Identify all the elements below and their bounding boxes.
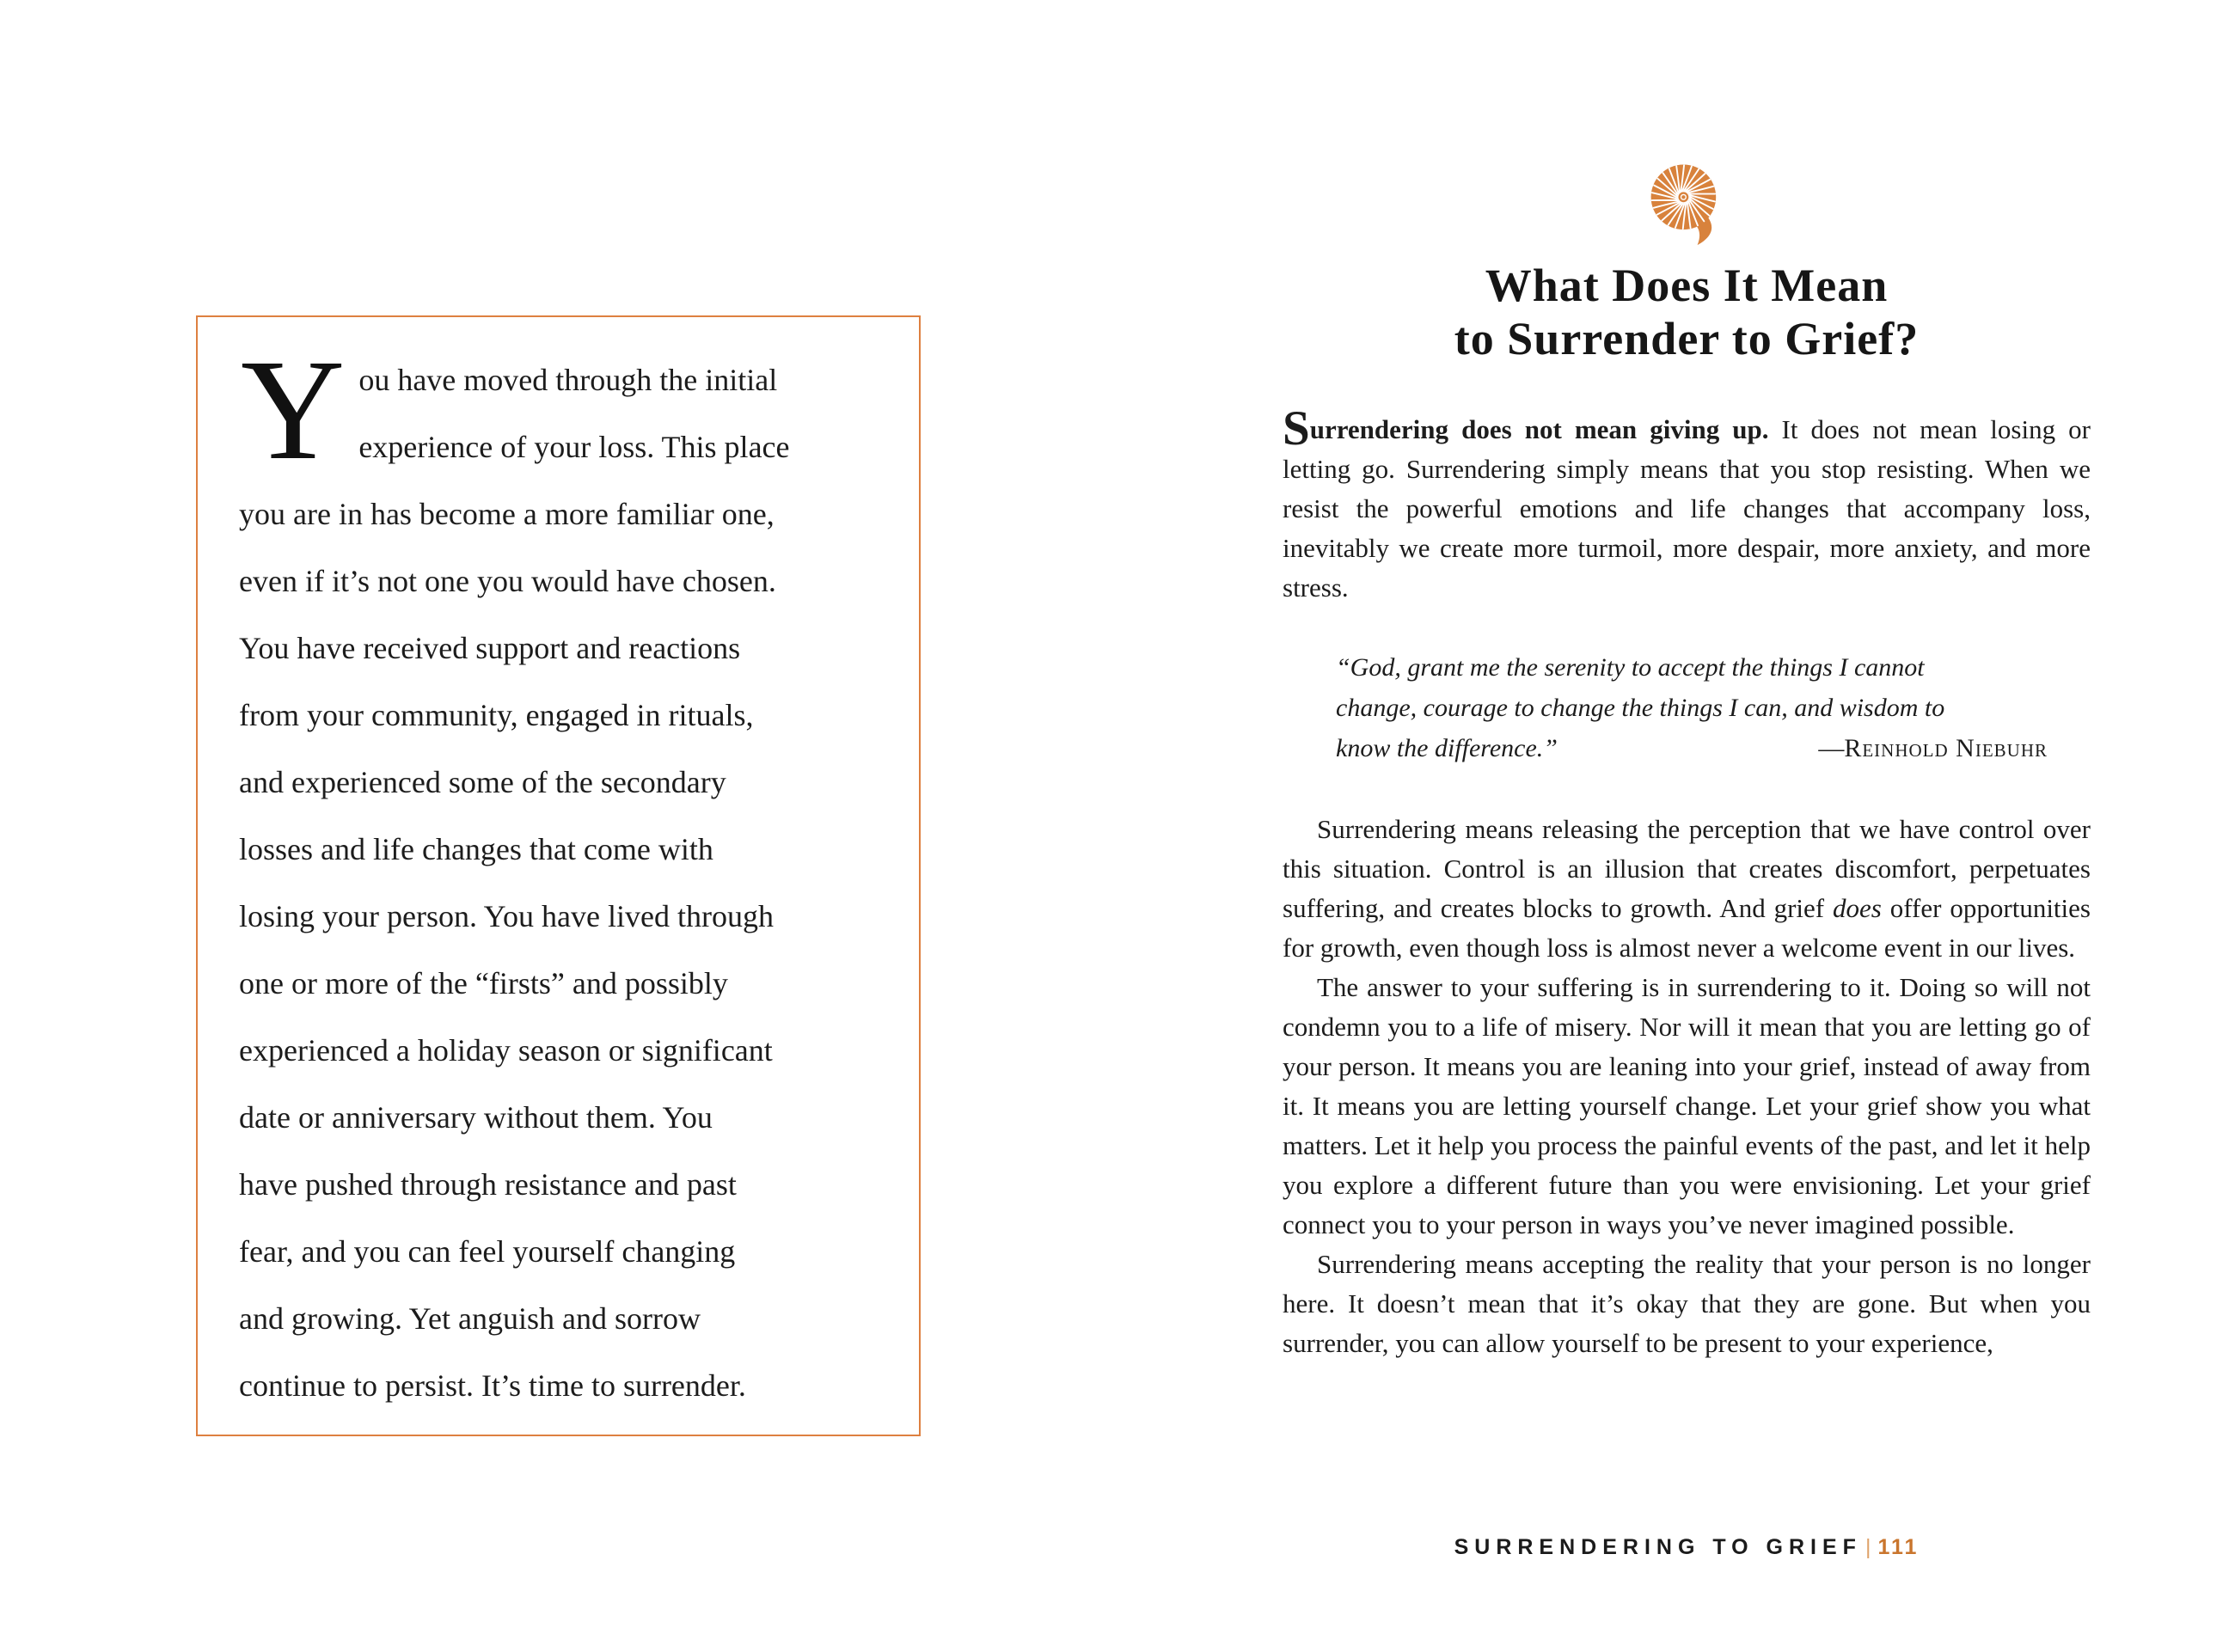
- paragraph-2-post: offer opportunities for growth, even though loss is almost never a welcome event in our lives.: [1283, 893, 2091, 963]
- paragraph-2-italic-word: does: [1833, 893, 1882, 923]
- chapter-paragraph-2: [1283, 810, 2091, 968]
- chapter-paragraph-4: Surrendering means accepting the reality that your person is no longer here. It doesn’t mean that it’s okay that they are gone. But when you surrender, you can allow yourself to be present to your experience,: [1283, 1249, 2091, 1358]
- chapter-title-line-1: What Does It Mean: [1485, 260, 1889, 311]
- chapter-paragraph-1: [1283, 401, 2091, 608]
- lead-bold-phrase: urrendering does not mean giving up.: [1309, 414, 1769, 444]
- quote-attribution: [1818, 728, 2048, 768]
- quote-line-1: “God, grant me the serenity to accept the things I cannot: [1336, 653, 1925, 682]
- nautilus-shell-icon: [1648, 160, 1725, 247]
- quote-line-3: know the difference.”: [1336, 734, 1558, 762]
- serenity-prayer-quote: [1336, 647, 2048, 768]
- chapter-page: [1283, 160, 2091, 1363]
- attribution-dash: —: [1818, 734, 1845, 762]
- paragraph-1-text: It does not mean losing or letting go. Surrendering simply means that you stop resisting. When we resist the powerful emotions and life changes that accompany loss, inevitably we create more turmoil, more despair, more anxiety, and more stress.: [1283, 414, 2091, 603]
- callout-lines: ou have moved through the initial experience of your loss. This place you are in has become a more familiar one, even if it’s not one you would have chosen. You have received support and reactions from your community, engaged in rituals, and experienced some of the secondary losses and life changes that come with losing your person. You have lived through one or more of the “firsts” and possibly experienced a holiday season or significant date or anniversary without them. You have pushed through resistance and past fear, and you can feel yourself changing and growing. Yet anguish and sorrow continue to persist. It’s time to surrender.: [239, 363, 790, 1403]
- pull-quote-box: [196, 315, 921, 1436]
- quote-line-2: change, courage to change the things I can, and wisdom to: [1336, 694, 1945, 722]
- lead-initial: S: [1283, 401, 1310, 456]
- drop-cap: Y: [241, 330, 346, 490]
- callout-text: [239, 330, 879, 1419]
- chapter-paragraph-3: The answer to your suffering is in surrendering to it. Doing so will not condemn you to a life of misery. Nor will it mean that you are letting go of your person. It means you are leaning into your grief, instead of away from it. It means you are letting yourself change. Let your grief show you what matters. Let it help you process the painful events of the past, and let it help you explore a different future than you were envisioning. Let your grief connect you to your person in ways you’ve never imagined possible.: [1283, 972, 2091, 1239]
- running-footer: [1283, 1535, 2091, 1560]
- running-title: SURRENDERING TO GRIEF: [1454, 1535, 1862, 1559]
- chapter-title-line-2: to Surrender to Grief?: [1454, 313, 1920, 364]
- page-number: 111: [1877, 1535, 1920, 1559]
- paragraph-2-pre: Surrendering means releasing the perception that we have control over this situation. Control is an illusion that creates discomfort, perpetuates suffering, and creates blocks to growth. And grief: [1283, 814, 2091, 923]
- footer-divider: |: [1865, 1535, 1871, 1559]
- chapter-title: [1283, 259, 2091, 365]
- attribution-name: Reinhold Niebuhr: [1844, 734, 2048, 762]
